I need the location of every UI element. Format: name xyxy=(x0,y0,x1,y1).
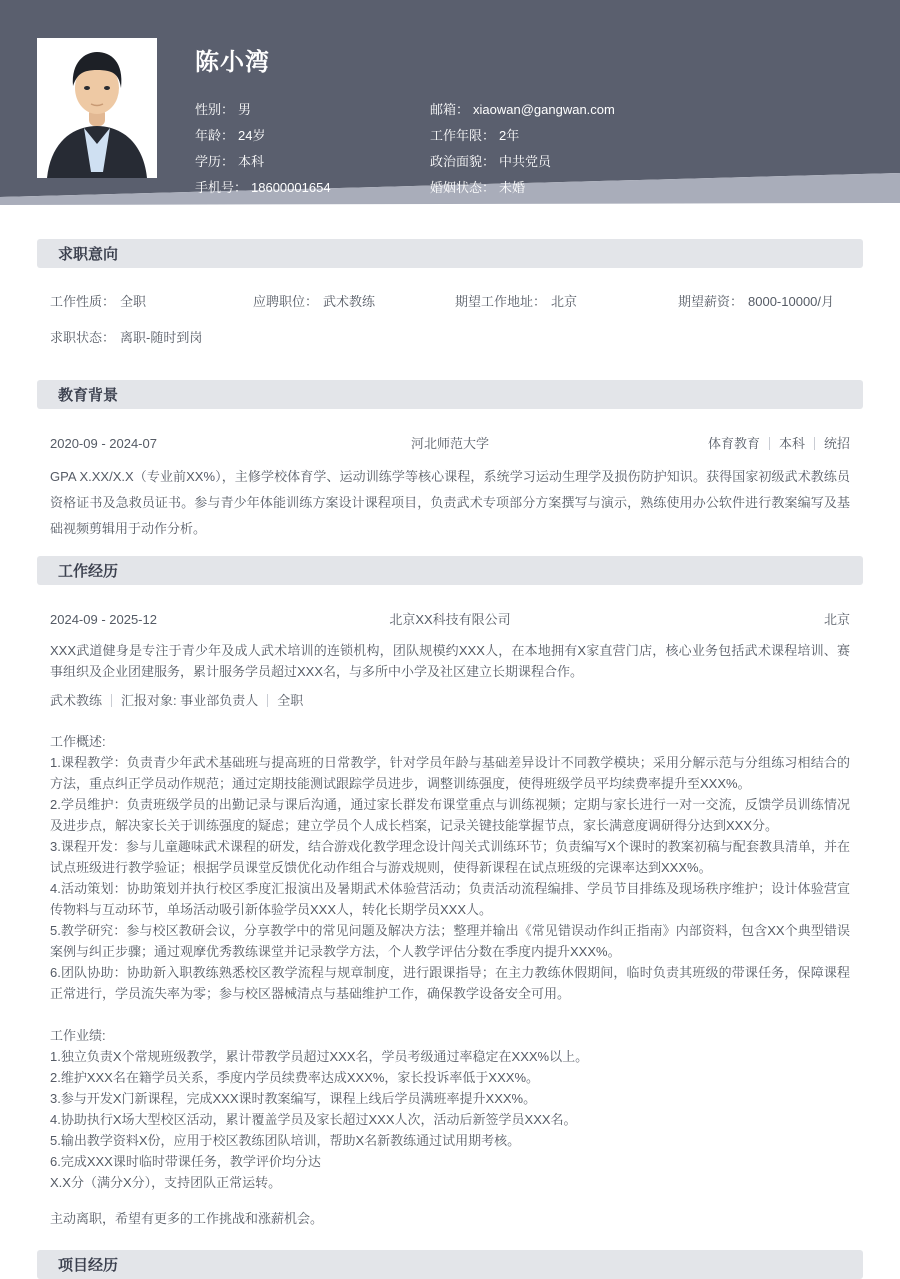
detail-work-years: 工作年限： 2年 xyxy=(430,128,520,143)
work-company: 北京XX科技有限公司 xyxy=(389,612,511,627)
work-summary-block xyxy=(50,731,850,1004)
education-description: GPA X.XX/X.X（专业前XX%），主修学校体育学、运动训练学等核心课程，系统学习运动生理学及损伤防护知识。获得国家初级武术教练员资格证书及急救员证书。参与青少年体能训练方案设计课程项目，负责武术专项部分方案撰写与演示，熟练使用办公软件进行教案编写及基础视频剪辑用于动作分析。 xyxy=(50,469,850,536)
work-summary-item: 4.活动策划：协助策划并执行校区季度汇报演出及暑期武术体验营活动；负责活动流程编排、学员节目排练及现场秩序维护；设计体验营宣传物料与互动环节，单场活动吸引新体验学员XXX人，转化长期学员XXX人。 xyxy=(50,881,850,917)
section-title-job-intent: 求职意向 xyxy=(37,239,863,268)
details-column-right xyxy=(430,97,615,201)
work-period: 2024-09 - 2025-12 xyxy=(50,612,157,627)
work-result-item: 6.完成XXX课时临时带课任务，教学评价均分达 xyxy=(50,1154,321,1169)
work-result-item: 2.维护XXX名在籍学员关系，季度内学员续费率达成XXX%，家长投诉率低于XXX%。 xyxy=(50,1070,539,1085)
detail-political-status: 政治面貌： 中共党员 xyxy=(430,154,552,169)
field-expected-salary: 期望薪资： 8000-10000/月 xyxy=(678,294,835,309)
report-to: 汇报对象: 事业部负责人 xyxy=(121,693,259,708)
section-work xyxy=(37,556,863,1229)
detail-email: 邮箱： xiaowan@gangwan.com xyxy=(430,102,615,117)
role-title: 武术教练 xyxy=(50,693,103,708)
detail-age: 年龄： 24岁 xyxy=(195,128,266,143)
details-column-left xyxy=(195,97,430,201)
work-result-item: 4.协助执行X场大型校区活动，累计覆盖学员及家长超过XXX人次，活动后新签学员XXX名。 xyxy=(50,1112,577,1127)
education-period: 2020-09 - 2024-07 xyxy=(50,436,157,451)
resume-header xyxy=(0,0,900,206)
job-intent-body xyxy=(37,294,863,346)
profile-photo xyxy=(37,38,157,178)
detail-degree: 学历： 本科 xyxy=(195,154,265,169)
company-intro: XXX武道健身是专注于青少年及成人武术培训的连锁机构，团队规模约XXX人，在本地拥有X家直营门店，核心业务包括武术课程培训、赛事组织及企业团建服务，累计服务学员超过XXX名，与多所中小学及社区建立长期课程合作。 xyxy=(50,643,850,679)
detail-phone: 手机号： 18600001654 xyxy=(195,180,331,195)
education-school: 河北师范大学 xyxy=(411,436,490,451)
work-summary-item: 2.学员维护：负责班级学员的出勤记录与课后沟通，通过家长群发布课堂重点与训练视频；定期与家长进行一对一交流，反馈学员训练情况及进步点，解决家长关于训练强度的疑虑；建立学员个人成长档案，记录关键技能掌握节点，家长满意度调研得分达到XXX分。 xyxy=(50,797,850,833)
separator xyxy=(111,694,112,707)
section-title-education: 教育背景 xyxy=(37,380,863,409)
header-info xyxy=(195,42,860,201)
education-major: 体育教育 xyxy=(707,436,760,451)
work-header-row xyxy=(50,612,850,628)
person-name: 陈小湾 xyxy=(195,49,270,76)
section-title-work: 工作经历 xyxy=(37,556,863,585)
work-summary-heading: 工作概述: xyxy=(50,734,106,749)
role-line xyxy=(50,690,850,711)
separator xyxy=(267,694,268,707)
work-result-item: 5.输出教学资料X份，应用于校区教练团队培训，帮助X名新教练通过试用期考核。 xyxy=(50,1133,521,1148)
education-tags xyxy=(489,436,850,452)
job-type: 全职 xyxy=(277,693,304,708)
work-result-item: 1.独立负责X个常规班级教学，累计带教学员超过XXX名，学员考级通过率稳定在XXX%以上。 xyxy=(50,1049,589,1064)
work-result-item: 3.参与开发X门新课程，完成XXX课时教案编写，课程上线后学员满班率提升XXX%。 xyxy=(50,1091,537,1106)
work-location: 北京 xyxy=(823,612,850,627)
detail-gender: 性别： 男 xyxy=(195,102,252,117)
job-intent-grid xyxy=(50,294,850,346)
field-target-city: 期望工作地址： 北京 xyxy=(455,294,578,309)
separator xyxy=(814,437,815,450)
work-summary-item: 6.团队协助：协助新入职教练熟悉校区教学流程与规章制度，进行跟课指导；在主力教练休假期间，临时负责其班级的带课任务，保障课程正常进行，学员流失率为零；参与校区器械清点与基础维护工作，确保教学设备安全可用。 xyxy=(50,965,850,1001)
education-header-row xyxy=(50,436,850,452)
detail-marital-status: 婚姻状态： 未婚 xyxy=(430,180,526,195)
work-result-item: X.X分（满分X分），支持团队正常运转。 xyxy=(50,1175,282,1190)
work-results-block xyxy=(50,1025,850,1193)
personal-details xyxy=(195,97,860,201)
portrait-illustration xyxy=(37,38,157,178)
leave-reason: 主动离职，希望有更多的工作挑战和涨薪机会。 xyxy=(50,1211,324,1226)
field-job-status: 求职状态： 离职-随时到岗 xyxy=(50,330,203,345)
work-summary-item: 3.课程开发：参与儿童趣味武术课程的研发，结合游戏化教学理念设计闯关式训练环节；负责编写X个课时的教案初稿与配套教具清单，并在试点班级进行教学验证；根据学员课堂反馈优化动作组合与游戏规则，使得新课程在试点班级的完课率达到XXX%。 xyxy=(50,839,850,875)
separator xyxy=(769,437,770,450)
section-job-intent xyxy=(37,239,863,346)
field-job-nature: 工作性质： 全职 xyxy=(50,294,147,309)
work-summary-item: 1.课程教学：负责青少年武术基础班与提高班的日常教学，针对学员年龄与基础差异设计不同教学模块；采用分解示范与分组练习相结合的方法，重点纠正学员动作规范；通过定期技能测试跟踪学员进步，调整训练强度，使得班级学员平均续费率提升至XXX%。 xyxy=(50,755,850,791)
work-results-heading: 工作业绩: xyxy=(50,1028,106,1043)
resume-content xyxy=(37,239,863,1279)
work-summary-item: 5.教学研究：参与校区教研会议，分享教学中的常见问题及解决方法；整理并输出《常见错误动作纠正指南》内部资料，包含XX个典型错误案例与纠正步骤；通过观摩优秀教练课堂并记录教学方法，个人教学评估分数在季度内提升XXX%。 xyxy=(50,923,850,959)
section-education xyxy=(37,380,863,542)
education-enrollment: 统招 xyxy=(824,436,851,451)
section-title-project: 项目经历 xyxy=(37,1250,863,1279)
field-target-position: 应聘职位： 武术教练 xyxy=(253,294,376,309)
education-body xyxy=(37,436,863,542)
education-degree: 本科 xyxy=(778,436,805,451)
work-body xyxy=(37,612,863,1229)
